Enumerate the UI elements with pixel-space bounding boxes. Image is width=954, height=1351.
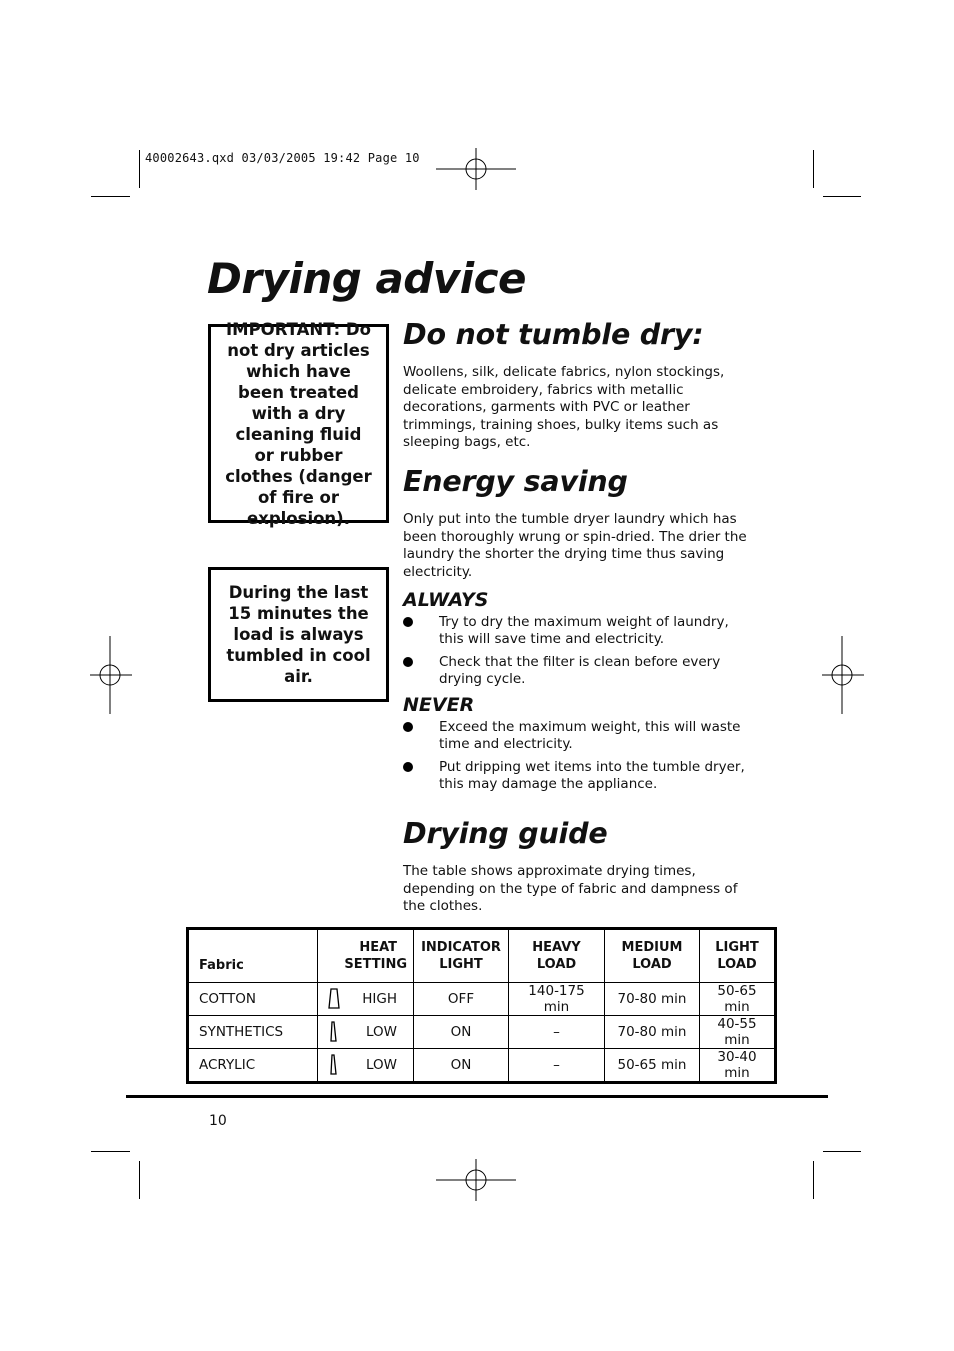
always-list [403,614,748,688]
table-row [188,983,776,1016]
registration-mark-icon [436,1159,516,1201]
do-not-heading: Do not tumble dry: [403,318,704,351]
col-medium-load: MEDIUM LOAD [605,929,700,983]
col-heavy-load: HEAVY LOAD [509,929,605,983]
crop-mark [139,150,140,188]
energy-section [403,465,748,799]
list-item: Put dripping wet items into the tumble dryer, this may damage the appliance. [403,759,748,793]
crop-mark [813,150,814,188]
registration-mark-icon [436,148,516,190]
never-list [403,719,748,793]
crop-mark [823,1151,861,1152]
page-number: 10 [209,1113,227,1129]
drying-guide-table [186,927,777,1084]
col-fabric: Fabric [188,929,318,983]
list-item: Check that the filter is clean before every drying cycle. [403,654,748,688]
page-title: Drying advice [207,254,526,303]
medium-cell: 50-65 min [605,1049,700,1083]
light-cell: 30-40 min [700,1049,776,1083]
energy-text: Only put into the tumble dryer laundry which has been thoroughly wrung or spin-dried. The drier the laundry the shorter the drying time thus saving electricity. [403,511,747,580]
fabric-cell: COTTON [188,983,318,1016]
medium-cell: 70-80 min [605,983,700,1016]
table-row [188,1049,776,1083]
light-cell: 40-55 min [700,1016,776,1049]
bullet-icon [403,657,413,667]
crop-mark [813,1161,814,1199]
table-header-row [188,929,776,983]
heavy-cell: 140-175 min [509,983,605,1016]
light-cell: 50-65 min [700,983,776,1016]
heavy-cell: – [509,1049,605,1083]
guide-heading: Drying guide [403,817,608,850]
crop-mark [91,1151,130,1152]
heat-cell: HIGH [318,983,414,1016]
medium-cell: 70-80 min [605,1016,700,1049]
energy-heading: Energy saving [403,465,628,498]
indicator-cell: ON [414,1049,509,1083]
crop-mark [139,1161,140,1199]
heat-cell: LOW [318,1016,414,1049]
cool-air-box [208,567,389,702]
fabric-cell: ACRYLIC [188,1049,318,1083]
indicator-cell: OFF [414,983,509,1016]
bullet-icon [403,762,413,772]
col-indicator-light: INDICATOR LIGHT [414,929,509,983]
always-heading: ALWAYS [403,589,489,611]
registration-mark-icon [822,636,864,714]
col-heat-setting: HEAT SETTING [318,929,414,983]
warning-box [208,319,389,528]
print-slug: 40002643.qxd 03/03/2005 19:42 Page 10 [145,151,420,165]
heavy-cell: – [509,1016,605,1049]
crop-mark [823,196,861,197]
list-item: Try to dry the maximum weight of laundry, this will save time and electricity. [403,614,748,648]
table-row [188,1016,776,1049]
fabric-cell: SYNTHETICS [188,1016,318,1049]
guide-section [403,817,748,916]
indicator-cell: ON [414,1016,509,1049]
do-not-text: Woollens, silk, delicate fabrics, nylon stockings, delicate embroidery, fabrics with metallic decorations, garments with PVC or leather trimmings, training shoes, bulky items such as sleeping bags, etc. [403,364,725,450]
guide-text: The table shows approximate drying times, depending on the type of fabric and dampness of the clothes. [403,863,738,914]
col-light-load: LIGHT LOAD [700,929,776,983]
never-heading: NEVER [403,694,475,716]
cool-air-text: During the last 15 minutes the load is always tumbled in cool air. [226,583,371,686]
registration-mark-icon [90,636,132,714]
hot-iron-icon [328,988,340,1010]
bullet-icon [403,617,413,627]
footer-rule [126,1095,828,1098]
crop-mark [91,196,130,197]
heat-cell: LOW [318,1049,414,1083]
warm-iron-icon [328,1021,340,1043]
warning-text: IMPORTANT: Do not dry articles which have been treated with a dry cleaning fluid or rubber clothes (danger of fire or explosion). [225,319,372,528]
warm-iron-icon [328,1054,340,1076]
bullet-icon [403,722,413,732]
do-not-section [403,318,748,452]
list-item: Exceed the maximum weight, this will waste time and electricity. [403,719,748,753]
